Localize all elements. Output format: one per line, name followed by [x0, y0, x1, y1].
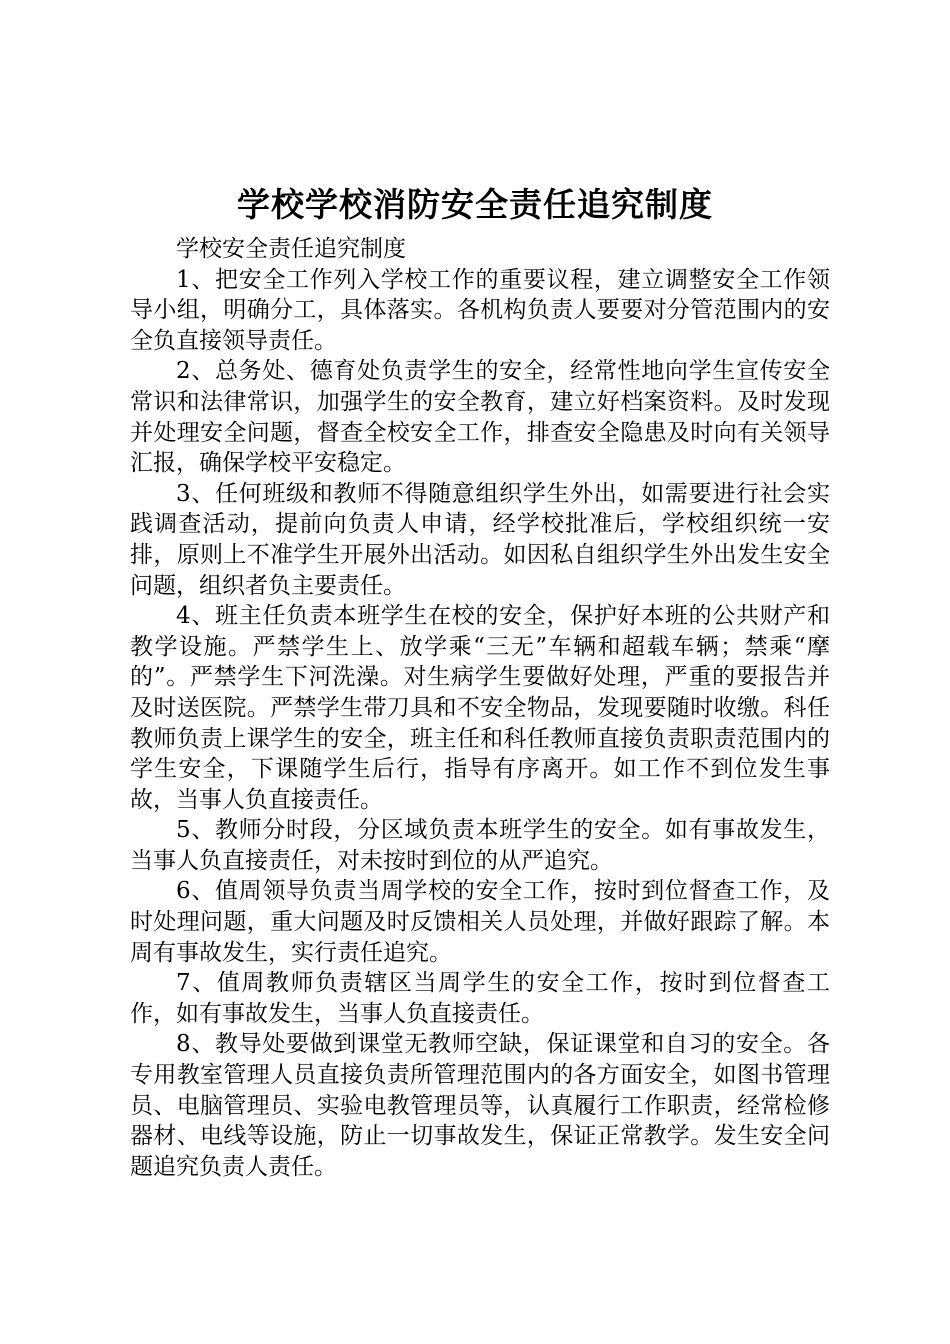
document-title: 学校学校消防安全责任追究制度 — [237, 185, 713, 224]
paragraph-6: 6、值周领导负责当周学校的安全工作，按时到位督查工作，及时处理问题，重大问题及时反馈相关人员处理，并做好跟踪了解。本周有事故发生，实行责任追究。 — [130, 878, 830, 966]
document-subtitle: 学校安全责任追究制度 — [176, 236, 406, 262]
paragraph-3: 3、任何班级和教师不得随意组织学生外出，如需要进行社会实践调查活动，提前向负责人申请，经学校批准后，学校组织统一安排，原则上不准学生开展外出活动。如因私自组织学生外出发生安全问题，组织者负主要责任。 — [130, 480, 830, 599]
document-body — [130, 234, 830, 1182]
paragraph-8: 8、教导处要做到课堂无教师空缺，保证课堂和自习的安全。各专用教室管理人员直接负责所管理范围内的各方面安全，如图书管理员、电脑管理员、实验电教管理员等，认真履行工作职责，经常检修器材、电线等设施，防止一切事故发生，保证正常教学。发生安全问题追究负责人责任。 — [130, 1031, 830, 1180]
paragraph-7: 7、值周教师负责辖区当周学生的安全工作，按时到位督查工作，如有事故发生，当事人负直接责任。 — [130, 970, 830, 1027]
paragraph-1: 1、把安全工作列入学校工作的重要议程，建立调整安全工作领导小组，明确分工，具体落实。各机构负责人要要对分管范围内的安全负直接领导责任。 — [130, 266, 830, 354]
paragraph-4: 4、班主任负责本班学生在校的安全，保护好本班的公共财产和教学设施。严禁学生上、放学乘“三无”车辆和超载车辆；禁乘“摩的”。严禁学生下河洗澡。对生病学生要做好处理，严重的要报告并及时送医院。严禁学生带刀具和不安全物品，发现要随时收缴。科任教师负责上课学生的安全，班主任和科任教师直接负责职责范围内的学生安全，下课随学生后行，指导有序离开。如工作不到位发生事故，当事人负直接责任。 — [130, 603, 830, 813]
paragraph-2: 2、总务处、德育处负责学生的安全，经常性地向学生宣传安全常识和法律常识，加强学生的安全教育，建立好档案资料。及时发现并处理安全问题，督查全校安全工作，排查安全隐患及时向有关领导汇报，确保学校平安稳定。 — [130, 358, 830, 477]
paragraph-5: 5、教师分时段，分区域负责本班学生的安全。如有事故发生，当事人负直接责任，对未按时到位的从严追究。 — [130, 817, 830, 874]
